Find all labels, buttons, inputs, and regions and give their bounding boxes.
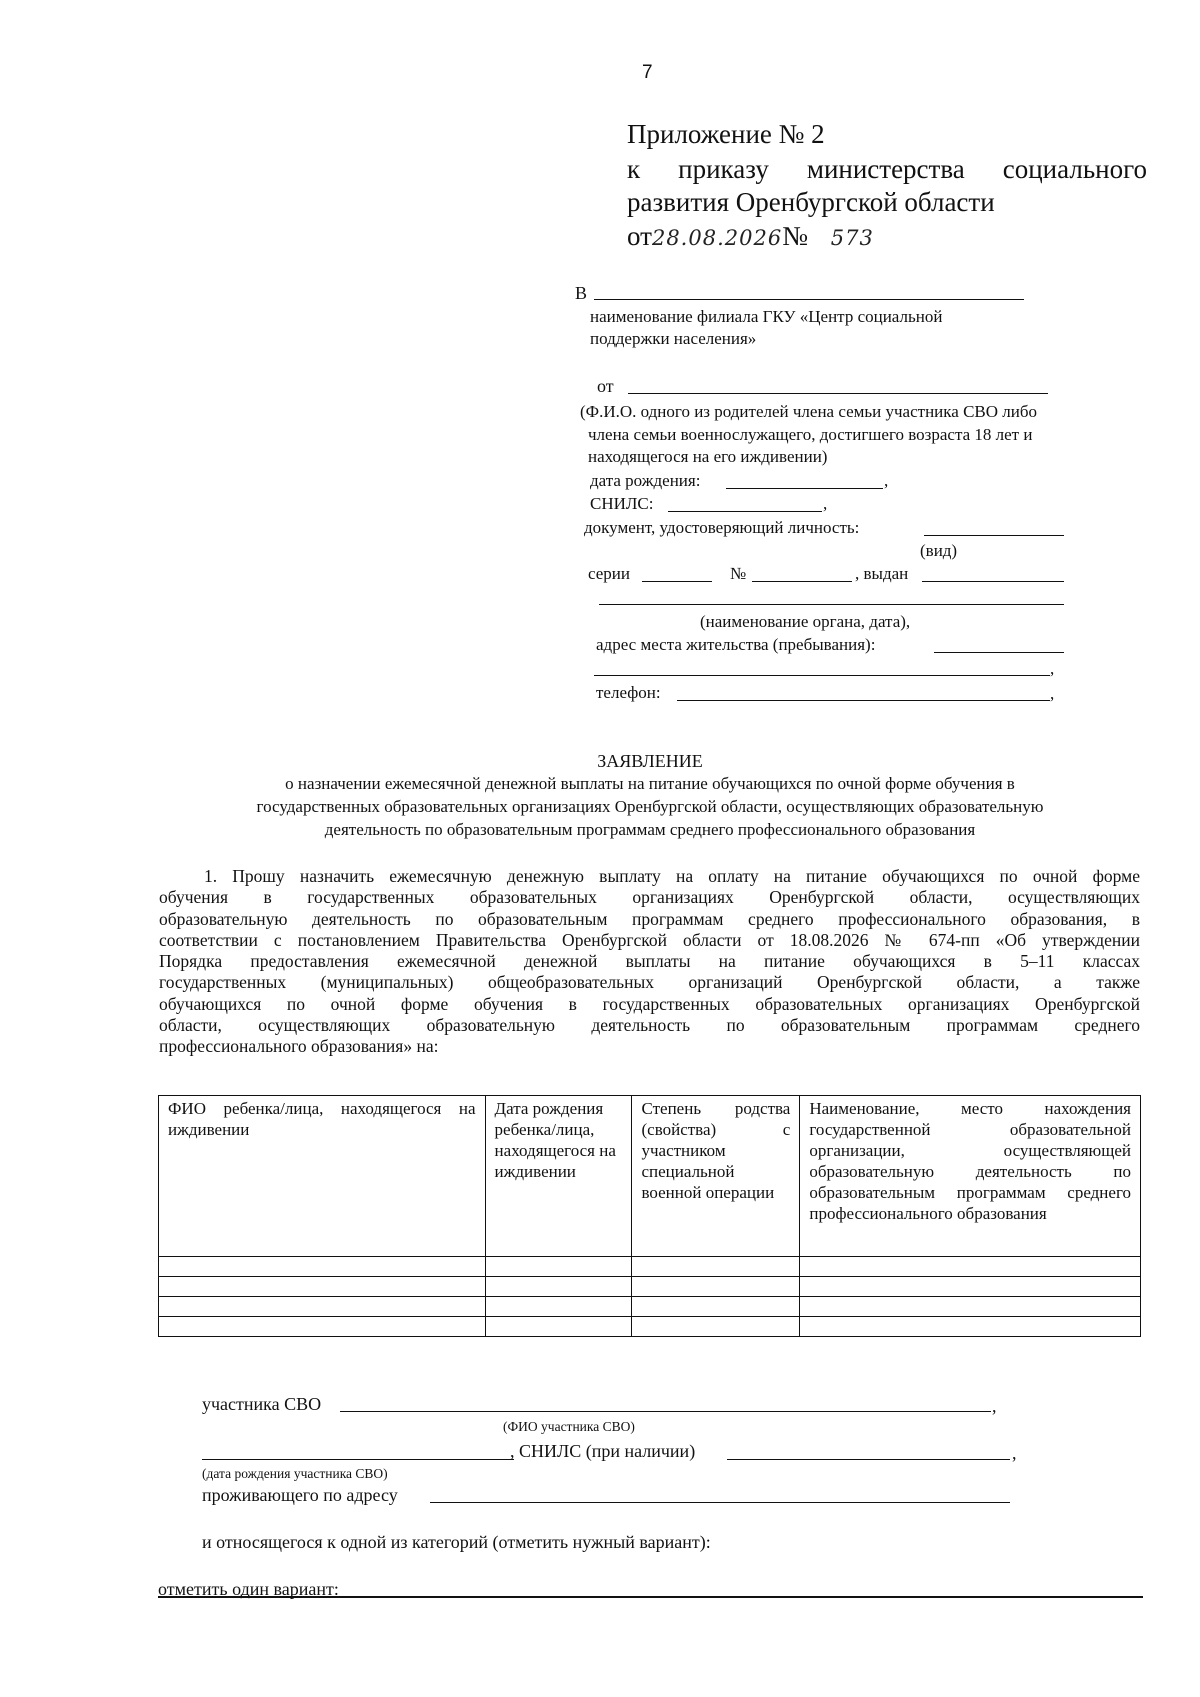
issued-label: , выдан bbox=[855, 564, 909, 583]
from-blank-line[interactable] bbox=[628, 393, 1048, 394]
table-cell[interactable] bbox=[632, 1257, 800, 1277]
table-cell[interactable] bbox=[800, 1317, 1141, 1337]
participant-label: участника СВО bbox=[202, 1394, 322, 1414]
table-cell[interactable] bbox=[632, 1297, 800, 1317]
table-cell[interactable] bbox=[800, 1297, 1141, 1317]
page-number: 7 bbox=[642, 62, 653, 83]
ministry-name: развития Оренбургской области bbox=[627, 187, 995, 217]
address-label: адрес места жительства (пребывания): bbox=[596, 635, 876, 654]
phone-field[interactable] bbox=[677, 700, 1050, 701]
table-cell[interactable] bbox=[159, 1297, 486, 1317]
from-caption: члена семьи военнослужащего, достигшего возраста 18 лет и bbox=[588, 425, 1033, 444]
handwritten-number: 573 bbox=[830, 226, 874, 250]
participant-snils-label: , СНИЛС (при наличии) bbox=[510, 1441, 696, 1461]
to-caption: поддержки населения» bbox=[590, 329, 757, 348]
comma: , bbox=[1050, 684, 1055, 703]
paragraph-line: государственных (муниципальных) общеобразовательных организаций Оренбургской области, а также bbox=[159, 972, 1140, 993]
birth-date-label: дата рождения: bbox=[590, 471, 701, 490]
comma: , bbox=[992, 1396, 997, 1416]
participant-address-label: проживающего по адресу bbox=[202, 1485, 398, 1505]
kind-caption: (вид) bbox=[920, 541, 958, 560]
order-reference-line bbox=[627, 153, 1147, 185]
table-cell[interactable] bbox=[800, 1257, 1141, 1277]
table-cell[interactable] bbox=[159, 1317, 486, 1337]
from-caption: (Ф.И.О. одного из родителей члена семьи участника СВО либо bbox=[580, 402, 1037, 421]
date-prefix: от bbox=[627, 221, 652, 251]
comma: , bbox=[823, 494, 828, 513]
participant-address-field[interactable] bbox=[430, 1502, 1010, 1503]
header-kinship: Степень родства (свойства) с участником специальной военной операции bbox=[632, 1096, 800, 1257]
table-cell[interactable] bbox=[159, 1257, 486, 1277]
participant-snils-field[interactable] bbox=[727, 1459, 1010, 1460]
to-prefix: В bbox=[575, 283, 588, 303]
table-cell[interactable] bbox=[485, 1317, 632, 1337]
number-label: № bbox=[730, 564, 747, 583]
appendix-title: Приложение № 2 bbox=[627, 119, 825, 149]
category-instruction: и относящегося к одной из категорий (отметить нужный вариант): bbox=[202, 1532, 711, 1552]
table-cell[interactable] bbox=[485, 1297, 632, 1317]
address-field[interactable] bbox=[934, 652, 1064, 653]
series-field[interactable] bbox=[642, 581, 712, 582]
table-cell[interactable] bbox=[632, 1317, 800, 1337]
statement-title: ЗАЯВЛЕНИЕ bbox=[597, 751, 703, 771]
participant-fio-field[interactable] bbox=[340, 1411, 991, 1412]
table-row bbox=[159, 1317, 1141, 1337]
header-fio: ФИО ребенка/лица, находящегося на иждивении bbox=[159, 1096, 486, 1257]
paragraph-line: Порядка предоставления ежемесячной денежной выплаты на питание обучающихся в 5–11 классах bbox=[159, 951, 1140, 972]
snils-label: СНИЛС: bbox=[590, 494, 654, 513]
paragraph-line: области, осуществляющих образовательную деятельность по образовательным программам среднего bbox=[159, 1015, 1140, 1036]
comma: , bbox=[884, 471, 889, 490]
table-cell[interactable] bbox=[485, 1257, 632, 1277]
children-table bbox=[158, 1095, 1141, 1337]
to-caption: наименование филиала ГКУ «Центр социальной bbox=[590, 307, 943, 326]
statement-subtitle: о назначении ежемесячной денежной выплаты на питание обучающихся по очной форме обучения в bbox=[285, 774, 1015, 793]
table-cell[interactable] bbox=[800, 1277, 1141, 1297]
participant-birth-date-field[interactable] bbox=[202, 1459, 514, 1460]
issuer-blank-line[interactable] bbox=[599, 604, 1064, 605]
header-birth-date: Дата рождения ребенка/лица, находящегося на иждивении bbox=[485, 1096, 632, 1257]
statement-subtitle: деятельность по образовательным программам среднего профессионального образования bbox=[324, 820, 976, 839]
number-sign: № bbox=[782, 221, 808, 251]
table-header-row bbox=[159, 1096, 1141, 1257]
choose-one-label: отметить один вариант: bbox=[158, 1579, 339, 1599]
series-label: серии bbox=[588, 564, 630, 583]
doc-number-field[interactable] bbox=[752, 581, 852, 582]
snils-field[interactable] bbox=[668, 511, 822, 512]
phone-label: телефон: bbox=[596, 683, 661, 702]
table-row bbox=[159, 1297, 1141, 1317]
order-word: социального bbox=[1002, 154, 1147, 184]
table-row bbox=[159, 1277, 1141, 1297]
statement-subtitle: государственных образовательных организациях Оренбургской области, осуществляющих образовательную bbox=[256, 797, 1044, 816]
table-cell[interactable] bbox=[632, 1277, 800, 1297]
order-word: к bbox=[627, 154, 641, 184]
comma: , bbox=[1012, 1443, 1017, 1463]
paragraph-line: обучающихся по очной форме обучения в государственных образовательных организациях Оренбургской bbox=[159, 993, 1140, 1014]
order-word: министерства bbox=[806, 154, 965, 184]
comma: , bbox=[1050, 659, 1055, 678]
issuer-caption: (наименование органа, дата), bbox=[700, 612, 911, 631]
paragraph-line: обучения в государственных образовательных организациях Оренбургской области, осуществляющих bbox=[159, 887, 1140, 908]
id-document-kind-field[interactable] bbox=[924, 535, 1064, 536]
paragraph-line: соответствии с постановлением Правительства Оренбургской области от 18.08.2026 № 674-пп «Об утверждении bbox=[159, 929, 1140, 950]
paragraph-line: профессионального образования» на: bbox=[159, 1036, 439, 1057]
to-blank-line[interactable] bbox=[594, 299, 1024, 300]
paragraph-line: образовательную деятельность по образовательным программам среднего профессионального образования, в bbox=[159, 908, 1140, 929]
participant-birth-caption: (дата рождения участника СВО) bbox=[202, 1466, 388, 1481]
choose-one-line bbox=[158, 1596, 1143, 1598]
table-cell[interactable] bbox=[485, 1277, 632, 1297]
handwritten-date: 28.08.2026 bbox=[651, 226, 783, 250]
issued-by-field[interactable] bbox=[922, 581, 1064, 582]
from-caption: находящегося на его иждивении) bbox=[588, 447, 828, 466]
from-prefix: от bbox=[597, 376, 614, 396]
paragraph-line: 1. Прошу назначить ежемесячную денежную выплату на оплату на питание обучающихся по очной форме bbox=[204, 866, 1140, 886]
id-document-label: документ, удостоверяющий личность: bbox=[584, 518, 860, 537]
address-field-continued[interactable] bbox=[594, 675, 1050, 676]
header-organization: Наименование, место нахождения государственной образовательной организации, осуществляющей образовательную деятельность по образовательным программам среднего профессионального образования bbox=[800, 1096, 1141, 1257]
table-row bbox=[159, 1257, 1141, 1277]
order-word: приказу bbox=[678, 154, 769, 184]
birth-date-field[interactable] bbox=[726, 488, 883, 489]
order-date-line bbox=[627, 220, 874, 254]
participant-fio-caption: (ФИО участника СВО) bbox=[503, 1419, 635, 1434]
request-paragraph bbox=[159, 866, 1140, 1058]
table-cell[interactable] bbox=[159, 1277, 486, 1297]
